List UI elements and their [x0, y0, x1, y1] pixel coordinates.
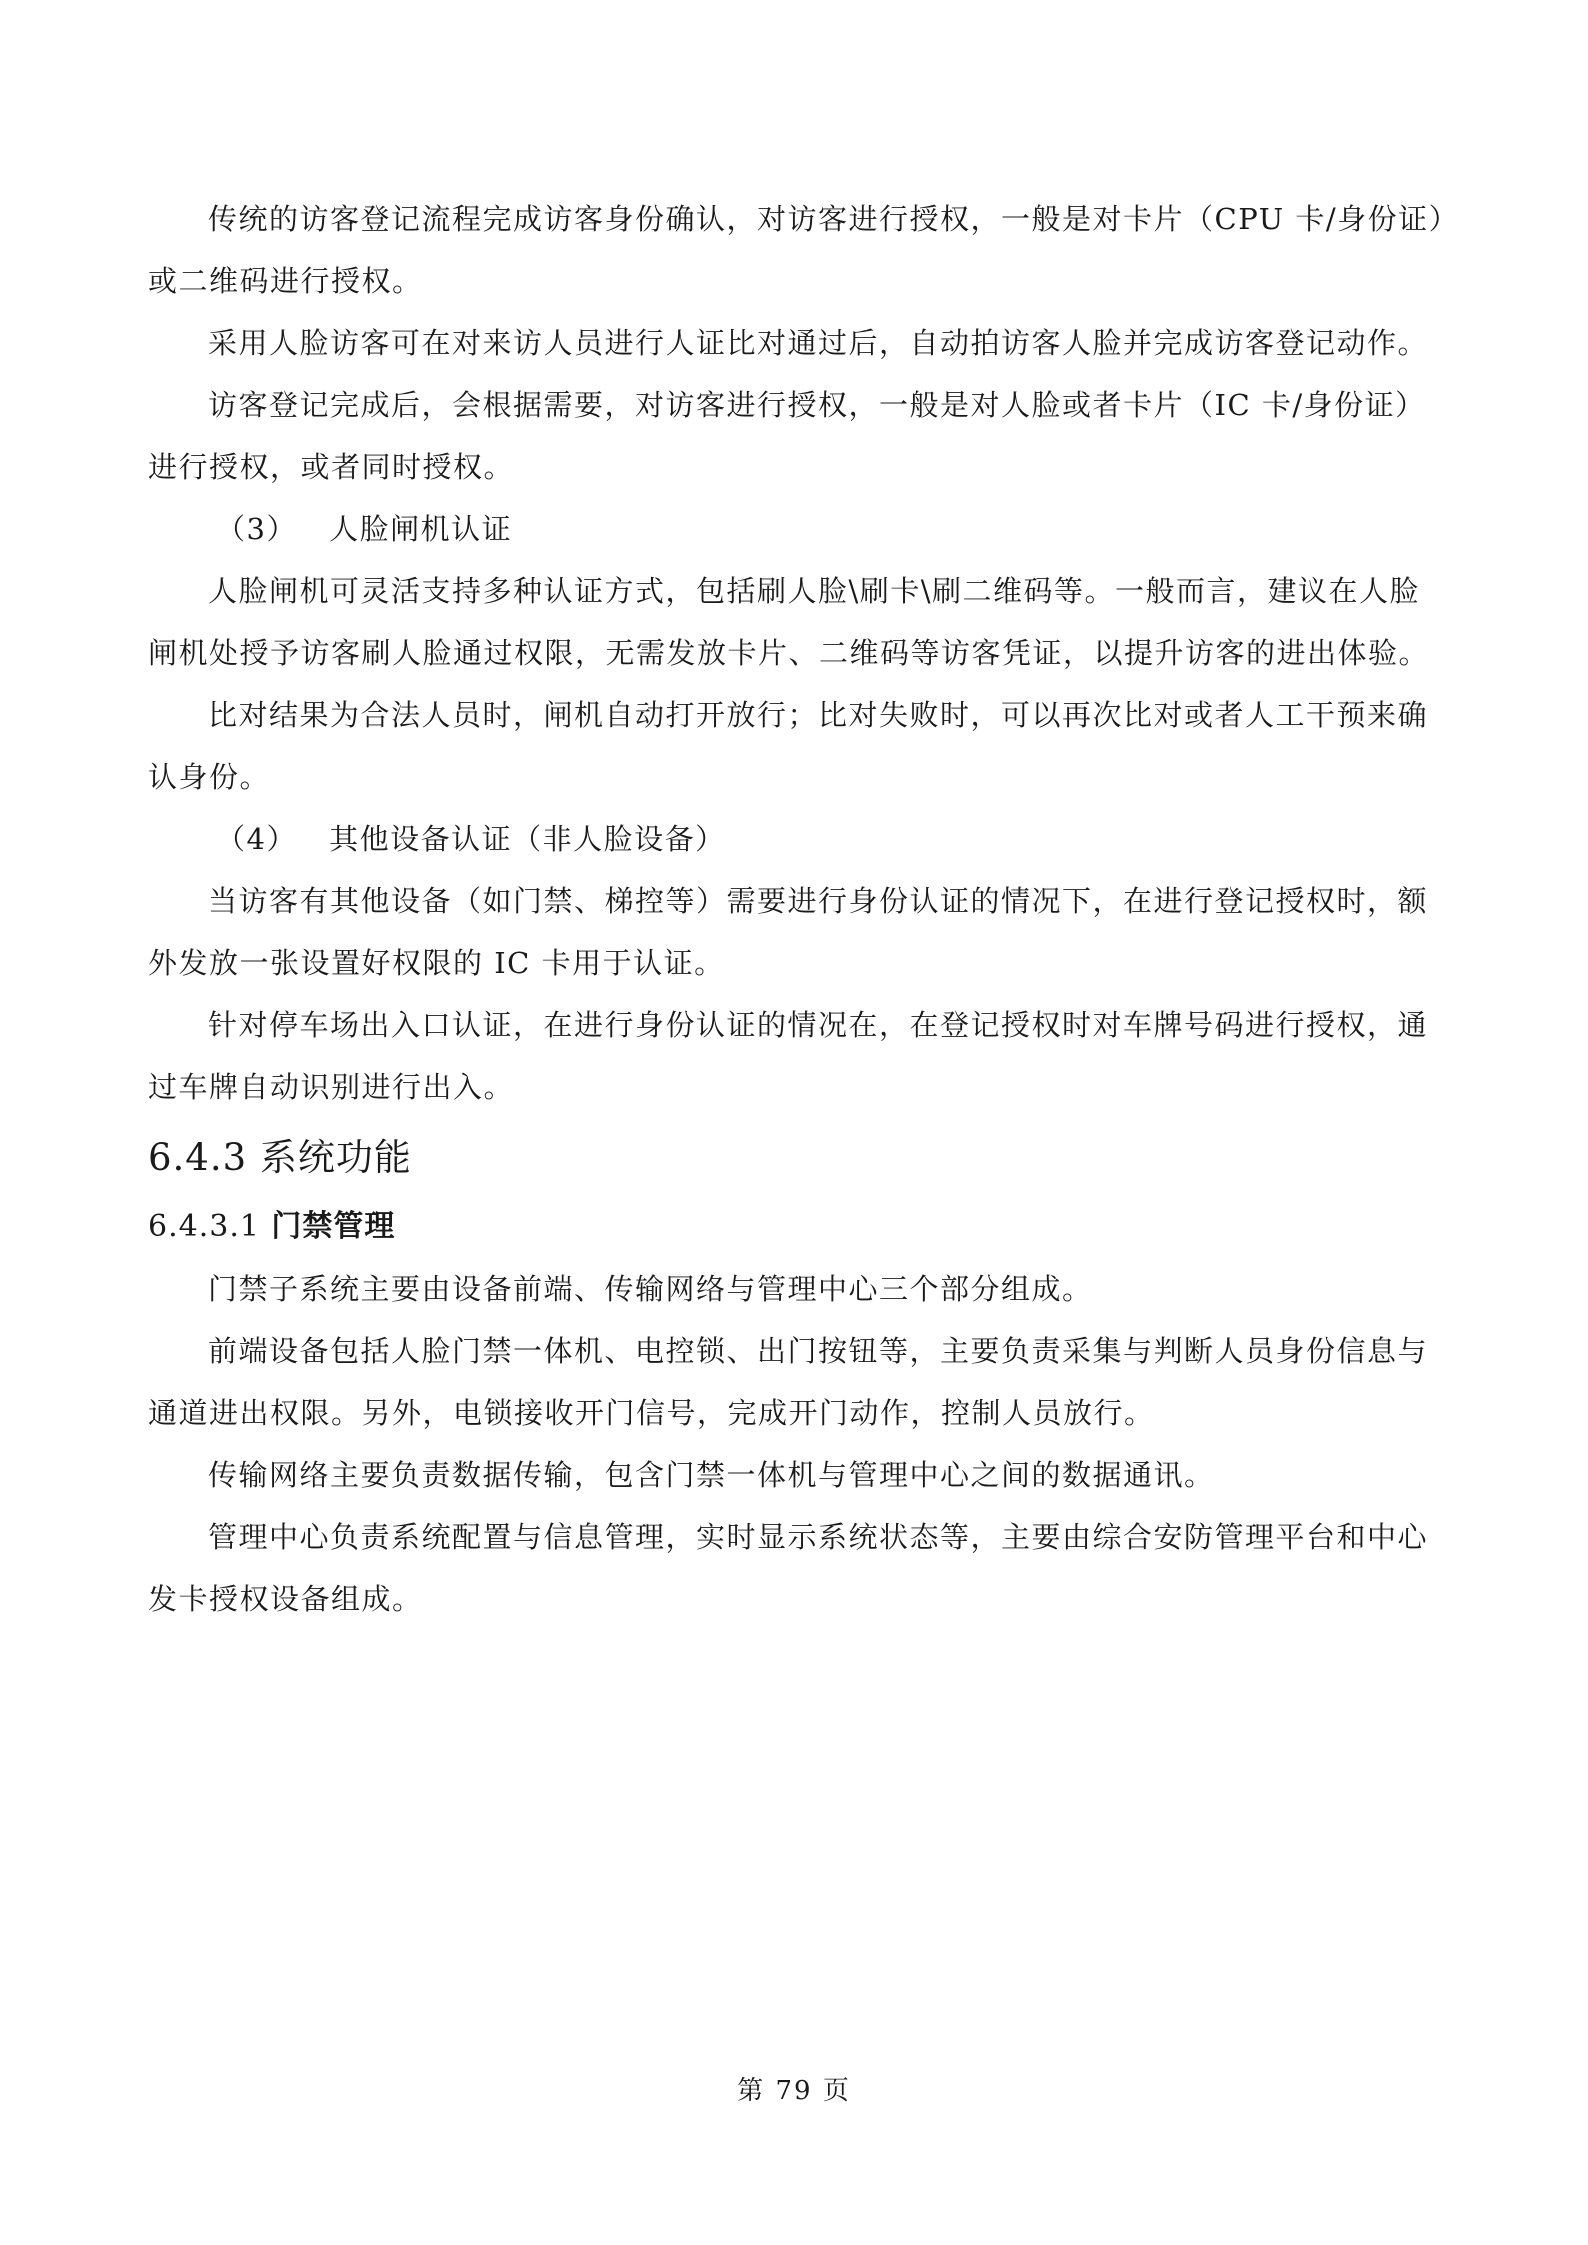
subheading-title: 其他设备认证（非人脸设备） — [329, 822, 726, 856]
paragraph: 门禁子系统主要由设备前端、传输网络与管理中心三个部分组成。 — [208, 1272, 1093, 1306]
section-title: 系统功能 — [259, 1136, 412, 1179]
subsection-title: 门禁管理 — [271, 1209, 396, 1244]
subheading-3 — [148, 498, 1448, 560]
paragraph: 传输网络主要负责数据传输，包含门禁一体机与管理中心之间的数据通讯。 — [208, 1458, 1215, 1492]
subheading-title: 人脸闸机认证 — [329, 512, 513, 546]
footer-suffix: 页 — [822, 2076, 851, 2106]
subheading-number: （4） — [216, 822, 297, 856]
section-heading — [148, 1126, 1448, 1190]
paragraph: 人脸闸机可灵活支持多种认证方式，包括刷人脸\刷卡\刷二维码等。一般而言，建议在人脸闸机处授予访客刷人脸通过权限，无需发放卡片、二维码等访客凭证，以提升访客的进出体验。 — [148, 574, 1430, 670]
page-footer — [0, 2070, 1588, 2107]
paragraph: 管理中心负责系统配置与信息管理，实时显示系统状态等，主要由综合安防管理平台和中心发卡授权设备组成。 — [148, 1520, 1429, 1616]
page-body — [148, 188, 1448, 1630]
section-number: 6.4.3 — [148, 1136, 248, 1179]
paragraph: 比对结果为合法人员时，闸机自动打开放行；比对失败时，可以再次比对或者人工干预来确认身份。 — [148, 698, 1429, 794]
subheading-4 — [148, 808, 1448, 870]
paragraph: 前端设备包括人脸门禁一体机、电控锁、出门按钮等，主要负责采集与判断人员身份信息与通道进出权限。另外，电锁接收开门信号，完成开门动作，控制人员放行。 — [148, 1334, 1429, 1430]
paragraph: 当访客有其他设备（如门禁、梯控等）需要进行身份认证的情况下，在进行登记授权时，额外发放一张设置好权限的 IC 卡用于认证。 — [148, 884, 1429, 980]
footer-prefix: 第 — [737, 2076, 766, 2106]
subsection-number: 6.4.3.1 — [148, 1209, 260, 1244]
subsection-heading — [148, 1196, 1448, 1258]
paragraph: 传统的访客登记流程完成访客身份确认，对访客进行授权，一般是对卡片（CPU 卡/身份证）或二维码进行授权。 — [148, 202, 1445, 298]
paragraph: 针对停车场出入口认证，在进行身份认证的情况在，在登记授权时对车牌号码进行授权，通过车牌自动识别进行出入。 — [148, 1008, 1429, 1104]
paragraph: 采用人脸访客可在对来访人员进行人证比对通过后，自动拍访客人脸并完成访客登记动作。 — [208, 326, 1429, 360]
subheading-number: （3） — [216, 512, 297, 546]
paragraph: 访客登记完成后，会根据需要，对访客进行授权，一般是对人脸或者卡片（IC 卡/身份证）进行授权，或者同时授权。 — [148, 388, 1426, 484]
page-number: 79 — [775, 2076, 813, 2106]
